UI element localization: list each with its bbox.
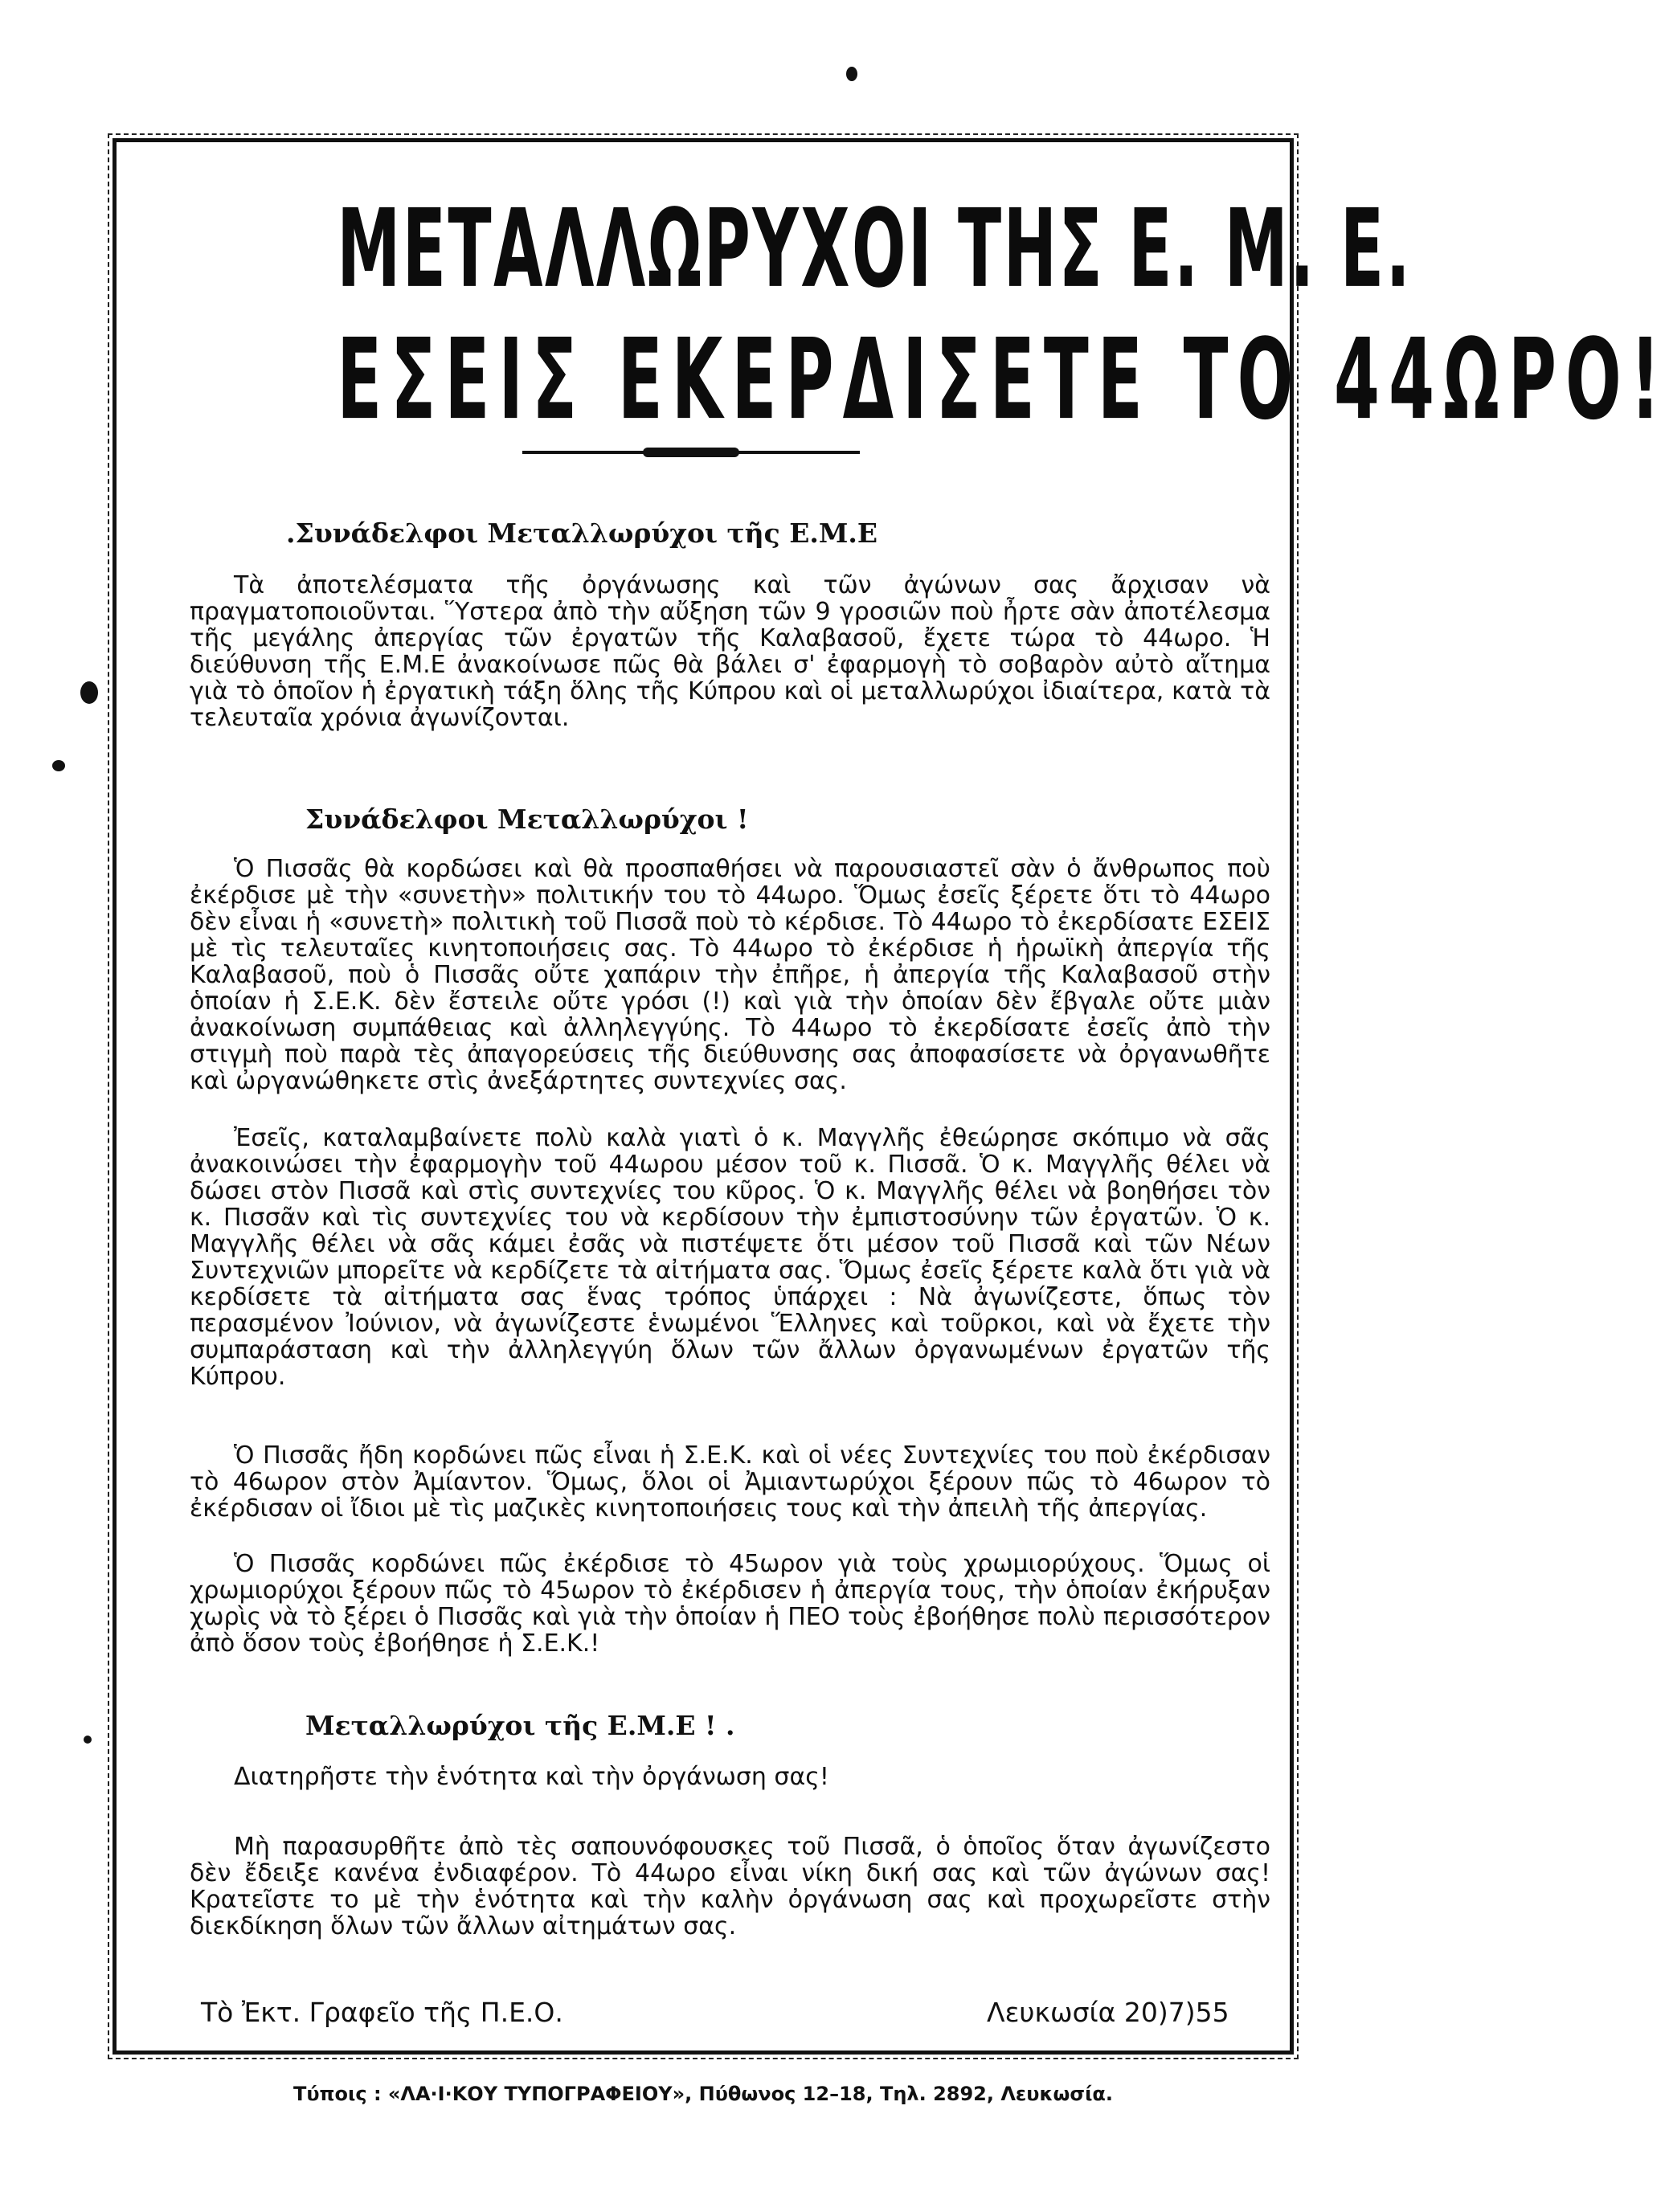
place-date: Λευκωσία 20)7)55 (987, 1997, 1229, 2028)
salutation-1: .Συνάδελφοι Μεταλλωρύχοι τῆς Ε.Μ.Ε (286, 517, 878, 549)
decorative-rule (522, 451, 860, 454)
signature: Τὸ Ἐκτ. Γραφεῖο τῆς Π.Ε.Ο. (201, 1997, 563, 2028)
ink-speck (84, 1736, 92, 1744)
paragraph-3: Ἐσεῖς, καταλαμβαίνετε πολὺ καλὰ γιατὶ ὁ κ. Μαγγλῆς ἐθεώρησε σκόπιμο νὰ σᾶς ἀνακοινώσει τὴν ἐφαρμογὴν τοῦ 44ωρου μέσον τοῦ κ. Πισσᾶ. Ὁ κ. Μαγγλῆς θέλει νὰ δώσει στὸν Πισσᾶ καὶ στὶς συντεχνίες του κῦρος. Ὁ κ. Μαγγλῆς θέλει νὰ βοηθήσει τὸν κ. Πισσᾶν καὶ τὶς συντεχνίες του νὰ κερδίσουν τὴν ἐμπιστοσύνην τῶν ἐργατῶν. Ὁ κ. Μαγγλῆς θέλει νὰ σᾶς κάμει ἐσᾶς νὰ πιστέψετε ὅτι μέσον τοῦ Πισσᾶ καὶ τῶν Νέων Συντεχνιῶν μπορεῖτε νὰ κερδίζετε τὰ αἰτήματα σας. Ὅμως ἐσεῖς ξέρετε καλὰ ὅτι γιὰ νὰ κερδίσετε τὰ αἰτήματα σας ἕνας τρόπος ὑπάρχει : Νὰ ἀγωνίζεστε, ὅπως τὸν περασμένον Ἰούνιον, νὰ ἀγωνίζεστε ἑνωμένοι Ἕλληνες καὶ τοῦρκοι, καὶ νὰ ἔχετε τὴν συμπαράσταση καὶ τὴν ἀλληλεγγύη ὅλων τῶν ἄλλων ὀργανωμένων ἐργατῶν τῆς Κύπρου. (190, 1124, 1270, 1391)
paragraph-6: Διατηρῆστε τὴν ἑνότητα καὶ τὴν ὀργάνωση σας! (234, 1763, 829, 1791)
paragraph-4: Ὁ Πισσᾶς ἤδη κορδώνει πῶς εἶναι ἡ Σ.Ε.Κ. καὶ οἱ νέες Συντεχνίες του ποὺ ἐκέρδισαν τὸ 46ωρον στὸν Ἀμίαντον. Ὅμως, ὅλοι οἱ Ἀμιαντωρύχοι ξέρουν πῶς τὸ 46ωρον τὸ ἐκέρδισαν οἱ ἴδιοι μὲ τὶς μαζικὲς κινητοποιήσεις τους καὶ τὴν ἀπειλὴ τῆς ἀπεργίας. (190, 1441, 1270, 1523)
salutation-2: Συνάδελφοι Μεταλλωρύχοι ! (305, 803, 749, 835)
paragraph-5: Ὁ Πισσᾶς κορδώνει πῶς ἐκέρδισε τὸ 45ωρον γιὰ τοὺς χρωμιορύχους. Ὅμως οἱ χρωμιορύχοι ξέρουν πῶς τὸ 45ωρον τὸ ἐκέρδισεν ἡ ἀπεργία τους, τὴν ὁποίαν ἐκήρυξαν χωρὶς νὰ τὸ ξέρει ὁ Πισσᾶς καὶ γιὰ τὴν ὁποίαν ἡ ΠΕΟ τοὺς ἐβοήθησε πολὺ περισσότερον ἀπὸ ὅσον τοὺς ἐβοήθησε ἡ Σ.Ε.Κ.! (190, 1550, 1270, 1658)
salutation-3: Μεταλλωρύχοι τῆς Ε.Μ.Ε ! . (305, 1710, 735, 1741)
ink-speck (52, 760, 65, 771)
paragraph-1: Τὰ ἀποτελέσματα τῆς ὀργάνωσης καὶ τῶν ἀγώνων σας ἄρχισαν νὰ πραγματοποιοῦνται. Ὕστερα ἀπὸ τὴν αὔξηση τῶν 9 γροσιῶν ποὺ ἦρτε σὰν ἀποτέλεσμα τῆς μεγάλης ἀπεργίας τῶν ἐργατῶν τῆς Καλαβασοῦ, ἔχετε τώρα τὸ 44ωρο. Ἡ διεύθυνση τῆς Ε.Μ.Ε ἀνακοίνωσε πῶς θὰ βάλει σ' ἐφαρμογὴ τὸ σοβαρὸν αὐτὸ αἴτημα γιὰ τὸ ὁποῖον ἡ ἐργατικὴ τάξη ὅλης τῆς Κύπρου καὶ οἱ μεταλλωρύχοι ἰδιαίτερα, κατὰ τὰ τελευταῖα χρόνια ἀγωνίζονται. (190, 571, 1270, 732)
ink-speck (846, 67, 857, 81)
headline-line-2: ΕΣΕΙΣ ΕΚΕΡΔΙΣΕΤΕ ΤΟ 44ΩΡΟ! (337, 315, 1669, 445)
ink-speck (80, 681, 98, 704)
printer-imprint: Τύποις : «ΛΑ·Ι·ΚΟΥ ΤΥΠΟΓΡΑΦΕΙΟΥ», Πύθωνος 12–18, Τηλ. 2892, Λευκωσία. (292, 2083, 1114, 2105)
headline-line-1: ΜΕΤΑΛΛΩΡΥΧΟΙ ΤΗΣ Ε. Μ. Ε. (337, 186, 1413, 313)
paragraph-7: Μὴ παρασυρθῆτε ἀπὸ τὲς σαπουνόφουσκες τοῦ Πισσᾶ, ὁ ὁποῖος ὅταν ἀγωνίζεστο δὲν ἔδειξε κανένα ἐνδιαφέρον. Τὸ 44ωρο εἶναι νίκη δική σας καὶ τῶν ἀγώνων σας! Κρατεῖστε το μὲ τὴν ἑνότητα καὶ τὴν καλὴν ὀργάνωση σας καὶ προχωρεῖστε στὴν διεκδίκηση ὅλων τῶν ἄλλων αἰτημάτων σας. (190, 1833, 1270, 1940)
paragraph-2: Ὁ Πισσᾶς θὰ κορδώσει καὶ θὰ προσπαθήσει νὰ παρουσιαστεῖ σὰν ὁ ἄνθρωπος ποὺ ἐκέρδισε μὲ τὴν «συνετὴν» πολιτικήν του τὸ 44ωρο. Ὅμως ἐσεῖς ξέρετε ὅτι τὸ 44ωρο δὲν εἶναι ἡ «συνετὴ» πολιτικὴ τοῦ Πισσᾶ ποὺ τὸ κέρδισε. Τὸ 44ωρο τὸ ἐκερδίσατε ΕΣΕΙΣ μὲ τὶς τελευταῖες κινητοποιήσεις σας. Τὸ 44ωρο τὸ ἐκέρδισε ἡ ἡρωϊκὴ ἀπεργία τῆς Καλαβασοῦ, ποὺ ὁ Πισσᾶς οὔτε χαπάριν τὴν ἐπῆρε, ἡ ἀπεργία τῆς Καλαβασοῦ στὴν ὁποίαν ἡ Σ.Ε.Κ. δὲν ἔστειλε οὔτε γρόσι (!) καὶ γιὰ τὴν ὁποίαν δὲν ἔβγαλε οὔτε μιὰν ἀνακοίνωση συμπάθειας καὶ ἀλληλεγγύης. Τὸ 44ωρο τὸ ἐκερδίσατε ἐσεῖς ἀπὸ τὴν στιγμὴ ποὺ παρὰ τὲς ἀπαγορεύσεις τῆς διεύθυνσης σας ἀποφασίσετε νὰ ὀργανωθῆτε καὶ ὠργανώθηκετε στὶς ἀνεξάρτητες συντεχνίες σας. (190, 855, 1270, 1095)
